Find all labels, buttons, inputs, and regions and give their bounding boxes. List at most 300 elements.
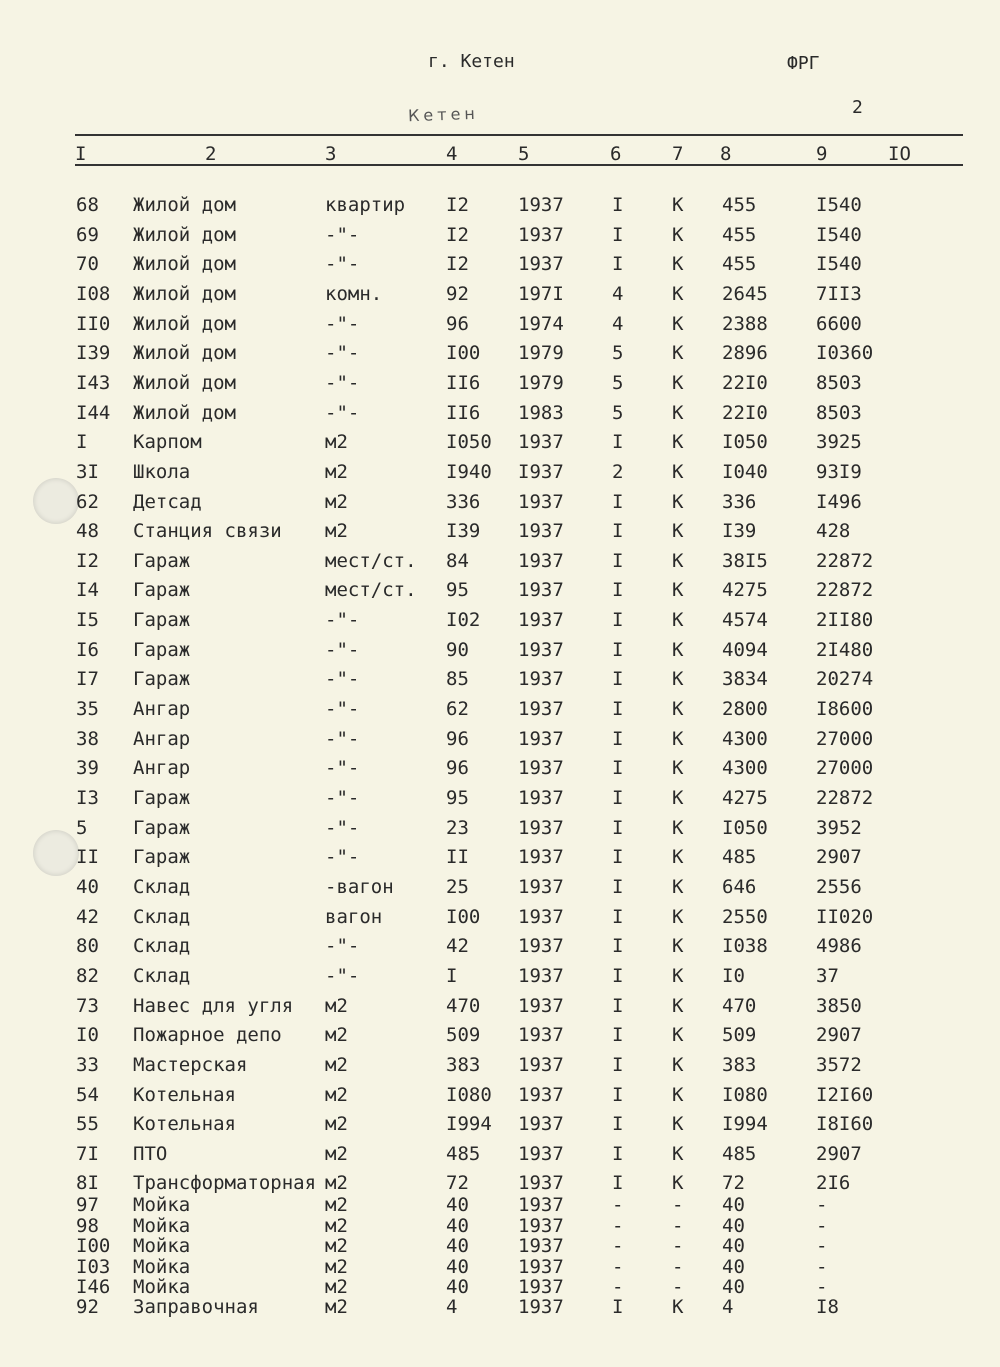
cell-area: 4574	[722, 609, 768, 632]
cell-object-name: Мастерская	[133, 1053, 248, 1076]
cell-area: 4094	[722, 638, 768, 661]
cell-object-name: Навес для угля	[133, 994, 294, 1017]
cell-material: К	[672, 401, 684, 424]
cell-area: 72	[722, 1172, 745, 1195]
cell-quantity: 383	[446, 1053, 481, 1076]
cell-row-number: 92	[76, 1296, 99, 1318]
cell-year: 1937	[518, 1024, 564, 1047]
cell-area: 40	[722, 1194, 745, 1216]
page-number: 2	[852, 97, 863, 118]
column-header-10: IO	[888, 143, 911, 165]
cell-object-name: Гараж	[133, 668, 191, 691]
cell-quantity: I994	[446, 1113, 492, 1136]
table-row	[0, 787, 1000, 809]
table-row	[0, 1172, 1000, 1194]
cell-cost: 3850	[816, 994, 862, 1017]
cell-row-number: I39	[76, 342, 111, 365]
cell-floors: 4	[612, 282, 624, 305]
table-row	[0, 550, 1000, 572]
cell-cost: 3572	[816, 1053, 862, 1076]
cell-unit: м2	[325, 1142, 348, 1165]
cell-area: I39	[722, 520, 757, 543]
cell-unit: -"-	[325, 401, 360, 424]
cell-cost: 20274	[816, 668, 874, 691]
cell-material: К	[672, 1113, 684, 1136]
cell-material: -	[672, 1214, 684, 1237]
cell-row-number: I08	[76, 282, 111, 305]
cell-cost: 37	[816, 964, 839, 987]
cell-row-number: II0	[76, 312, 111, 335]
cell-material: К	[672, 1142, 684, 1165]
cell-unit: м2	[325, 1113, 348, 1136]
cell-material: К	[672, 1053, 684, 1076]
table-row	[0, 372, 1000, 394]
cell-floors: I	[612, 727, 624, 750]
cell-unit: комн.	[325, 282, 383, 305]
table-row	[0, 1024, 1000, 1046]
cell-material: -	[672, 1255, 684, 1278]
cell-unit: м2	[325, 1194, 348, 1216]
table-row	[0, 1084, 1000, 1106]
cell-cost: 8503	[816, 401, 862, 424]
cell-cost: I8	[816, 1296, 839, 1318]
cell-row-number: 42	[76, 905, 99, 928]
cell-object-name: Склад	[133, 964, 191, 987]
cell-material: К	[672, 964, 684, 987]
cell-floors: I	[612, 846, 624, 869]
cell-cost: I540	[816, 223, 862, 246]
cell-floors: I	[612, 1172, 624, 1195]
cell-row-number: I00	[76, 1235, 111, 1257]
cell-year: 1983	[518, 401, 564, 424]
cell-object-name: Гараж	[133, 846, 191, 869]
cell-floors: I	[612, 1113, 624, 1136]
cell-year: 1937	[518, 1053, 564, 1076]
cell-cost: I540	[816, 253, 862, 276]
cell-row-number: 48	[76, 520, 99, 543]
cell-area: I040	[722, 460, 768, 483]
cell-material: К	[672, 727, 684, 750]
column-header-6: 6	[610, 143, 622, 165]
cell-area: 2388	[722, 312, 768, 335]
table-row	[0, 342, 1000, 364]
cell-object-name: Жилой дом	[133, 253, 236, 276]
cell-unit: -"-	[325, 668, 360, 691]
cell-area: I038	[722, 935, 768, 958]
cell-row-number: 3I	[76, 460, 99, 483]
cell-floors: 4	[612, 312, 624, 335]
cell-cost: 27000	[816, 727, 874, 750]
cell-quantity: 509	[446, 1024, 481, 1047]
table-row	[0, 253, 1000, 275]
cell-cost: I0360	[816, 342, 874, 365]
cell-quantity: II6	[446, 401, 481, 424]
cell-quantity: 40	[446, 1276, 469, 1298]
cell-cost: 22872	[816, 549, 874, 572]
cell-area: I050	[722, 816, 768, 839]
cell-quantity: I00	[446, 905, 481, 928]
cell-floors: I	[612, 1296, 624, 1318]
cell-cost: 22872	[816, 579, 874, 602]
cell-material: К	[672, 579, 684, 602]
cell-material: К	[672, 609, 684, 632]
cell-object-name: Жилой дом	[133, 223, 236, 246]
cell-quantity: 40	[446, 1235, 469, 1257]
cell-material: К	[672, 1172, 684, 1195]
cell-quantity: I940	[446, 460, 492, 483]
cell-quantity: 4	[446, 1296, 458, 1318]
cell-quantity: I050	[446, 431, 492, 454]
cell-quantity: 96	[446, 312, 469, 335]
table-row	[0, 313, 1000, 335]
table-row	[0, 1215, 1000, 1237]
cell-year: 1937	[518, 935, 564, 958]
cell-object-name: Склад	[133, 905, 191, 928]
cell-unit: -"-	[325, 698, 360, 721]
table-row	[0, 876, 1000, 898]
cell-floors: I	[612, 698, 624, 721]
cell-unit: м2	[325, 1172, 348, 1195]
table-row	[0, 1143, 1000, 1165]
cell-area: 3834	[722, 668, 768, 691]
cell-area: 2550	[722, 905, 768, 928]
cell-material: К	[672, 520, 684, 543]
cell-material: К	[672, 371, 684, 394]
cell-floors: I	[612, 787, 624, 809]
cell-year: 1937	[518, 757, 564, 780]
cell-material: К	[672, 846, 684, 869]
cell-material: К	[672, 994, 684, 1017]
cell-unit: квартир	[325, 194, 406, 216]
cell-area: 455	[722, 223, 757, 246]
cell-quantity: 92	[446, 282, 469, 305]
table-row	[0, 1113, 1000, 1135]
cell-area: 2800	[722, 698, 768, 721]
cell-cost: 2556	[816, 875, 862, 898]
cell-material: К	[672, 935, 684, 958]
cell-row-number: I46	[76, 1276, 111, 1298]
cell-quantity: 485	[446, 1142, 481, 1165]
cell-floors: 2	[612, 460, 624, 483]
table-row	[0, 609, 1000, 631]
cell-year: 1974	[518, 312, 564, 335]
cell-row-number: I	[76, 431, 88, 454]
cell-area: I050	[722, 431, 768, 454]
cell-object-name: Гараж	[133, 609, 191, 632]
cell-floors: I	[612, 579, 624, 602]
cell-unit: -"-	[325, 787, 360, 809]
cell-row-number: 54	[76, 1083, 99, 1106]
cell-object-name: Жилой дом	[133, 371, 236, 394]
cell-row-number: I43	[76, 371, 111, 394]
cell-year: 1937	[518, 223, 564, 246]
cell-material: К	[672, 194, 684, 216]
cell-material: К	[672, 282, 684, 305]
cell-year: 1979	[518, 342, 564, 365]
cell-floors: I	[612, 431, 624, 454]
column-header-3: 3	[325, 143, 337, 165]
cell-row-number: 40	[76, 875, 99, 898]
cell-cost: I2I60	[816, 1083, 874, 1106]
cell-area: 485	[722, 846, 757, 869]
cell-unit: -"-	[325, 342, 360, 365]
cell-year: I937	[518, 460, 564, 483]
cell-object-name: Гараж	[133, 816, 191, 839]
cell-row-number: 33	[76, 1053, 99, 1076]
cell-cost: I8600	[816, 698, 874, 721]
cell-unit: -"-	[325, 727, 360, 750]
table-row	[0, 194, 1000, 216]
cell-row-number: II	[76, 846, 99, 869]
cell-floors: I	[612, 1083, 624, 1106]
cell-year: 1937	[518, 609, 564, 632]
table-row	[0, 579, 1000, 601]
cell-quantity: I	[446, 964, 458, 987]
cell-year: 1937	[518, 964, 564, 987]
cell-year: 1937	[518, 1083, 564, 1106]
cell-material: К	[672, 549, 684, 572]
cell-row-number: 80	[76, 935, 99, 958]
cell-unit: -"-	[325, 757, 360, 780]
cell-floors: -	[612, 1276, 624, 1298]
table-row	[0, 520, 1000, 542]
cell-floors: I	[612, 253, 624, 276]
cell-row-number: 8I	[76, 1172, 99, 1195]
cell-year: 1937	[518, 698, 564, 721]
cell-cost: -	[816, 1235, 828, 1257]
table-row	[0, 1054, 1000, 1076]
table-row	[0, 431, 1000, 453]
cell-object-name: Мойка	[133, 1235, 191, 1257]
cell-floors: I	[612, 520, 624, 543]
cell-row-number: 35	[76, 698, 99, 721]
cell-quantity: 40	[446, 1194, 469, 1216]
table-row	[0, 668, 1000, 690]
cell-row-number: I3	[76, 787, 99, 809]
cell-floors: 5	[612, 371, 624, 394]
cell-row-number: 70	[76, 253, 99, 276]
cell-cost: 7II3	[816, 282, 862, 305]
cell-year: 1937	[518, 579, 564, 602]
cell-area: 40	[722, 1214, 745, 1237]
cell-row-number: 73	[76, 994, 99, 1017]
cell-cost: 27000	[816, 757, 874, 780]
cell-quantity: 470	[446, 994, 481, 1017]
cell-area: 470	[722, 994, 757, 1017]
cell-object-name: Жилой дом	[133, 194, 236, 216]
cell-object-name: Школа	[133, 460, 191, 483]
cell-floors: 5	[612, 401, 624, 424]
cell-unit: -вагон	[325, 875, 394, 898]
cell-row-number: 98	[76, 1214, 99, 1237]
cell-material: К	[672, 342, 684, 365]
cell-object-name: Мойка	[133, 1194, 191, 1216]
cell-floors: I	[612, 1053, 624, 1076]
table-row	[0, 1296, 1000, 1318]
cell-cost: 2II80	[816, 609, 874, 632]
cell-row-number: 82	[76, 964, 99, 987]
cell-cost: 428	[816, 520, 851, 543]
column-header-1: I	[75, 143, 87, 165]
table-row	[0, 1235, 1000, 1257]
cell-row-number: 38	[76, 727, 99, 750]
cell-unit: м2	[325, 994, 348, 1017]
cell-object-name: Котельная	[133, 1113, 236, 1136]
cell-area: 509	[722, 1024, 757, 1047]
cell-object-name: Гараж	[133, 787, 191, 809]
cell-quantity: 96	[446, 727, 469, 750]
cell-floors: I	[612, 223, 624, 246]
cell-quantity: I080	[446, 1083, 492, 1106]
cell-floors: -	[612, 1235, 624, 1257]
cell-floors: I	[612, 935, 624, 958]
cell-material: К	[672, 787, 684, 809]
cell-row-number: I7	[76, 668, 99, 691]
cell-floors: I	[612, 490, 624, 513]
cell-unit: -"-	[325, 935, 360, 958]
cell-floors: -	[612, 1214, 624, 1237]
cell-quantity: 336	[446, 490, 481, 513]
cell-year: 1937	[518, 1296, 564, 1318]
cell-row-number: I2	[76, 549, 99, 572]
cell-year: 1937	[518, 787, 564, 809]
cell-object-name: Мойка	[133, 1214, 191, 1237]
cell-material: К	[672, 460, 684, 483]
cell-area: 2645	[722, 282, 768, 305]
cell-unit: м2	[325, 1276, 348, 1298]
cell-quantity: 90	[446, 638, 469, 661]
cell-floors: I	[612, 194, 624, 216]
cell-material: -	[672, 1276, 684, 1298]
cell-object-name: Склад	[133, 935, 191, 958]
cell-unit: м2	[325, 490, 348, 513]
cell-area: I0	[722, 964, 745, 987]
cell-area: 455	[722, 194, 757, 216]
cell-year: 1937	[518, 253, 564, 276]
cell-floors: I	[612, 964, 624, 987]
cell-unit: -"-	[325, 371, 360, 394]
cell-floors: I	[612, 638, 624, 661]
cell-cost: -	[816, 1214, 828, 1237]
cell-object-name: Жилой дом	[133, 401, 236, 424]
cell-row-number: I5	[76, 609, 99, 632]
table-row	[0, 461, 1000, 483]
cell-material: К	[672, 638, 684, 661]
cell-unit: -"-	[325, 964, 360, 987]
cell-quantity: I2	[446, 223, 469, 246]
cell-quantity: I39	[446, 520, 481, 543]
cell-area: 22I0	[722, 401, 768, 424]
cell-floors: -	[612, 1255, 624, 1278]
cell-cost: I496	[816, 490, 862, 513]
cell-object-name: Заправочная	[133, 1296, 259, 1318]
cell-area: I080	[722, 1083, 768, 1106]
cell-floors: I	[612, 905, 624, 928]
cell-cost: 8503	[816, 371, 862, 394]
table-row	[0, 757, 1000, 779]
cell-object-name: Карпом	[133, 431, 202, 454]
table-row	[0, 846, 1000, 868]
cell-floors: -	[612, 1194, 624, 1216]
cell-cost: 3952	[816, 816, 862, 839]
cell-object-name: Жилой дом	[133, 342, 236, 365]
cell-row-number: 69	[76, 223, 99, 246]
table-row	[0, 402, 1000, 424]
cell-unit: -"-	[325, 312, 360, 335]
cell-year: 1937	[518, 194, 564, 216]
cell-unit: м2	[325, 1053, 348, 1076]
country-label: ФРГ	[787, 53, 820, 74]
cell-row-number: I0	[76, 1024, 99, 1047]
city-title: г. Кетен	[428, 51, 515, 72]
cell-unit: -"-	[325, 638, 360, 661]
cell-row-number: 68	[76, 194, 99, 216]
cell-year: 1937	[518, 994, 564, 1017]
table-row	[0, 995, 1000, 1017]
cell-material: К	[672, 312, 684, 335]
cell-year: 1937	[518, 1235, 564, 1257]
cell-cost: 3925	[816, 431, 862, 454]
cell-cost: 2907	[816, 1024, 862, 1047]
cell-year: 1937	[518, 520, 564, 543]
cell-material: К	[672, 668, 684, 691]
cell-quantity: II6	[446, 371, 481, 394]
cell-floors: I	[612, 875, 624, 898]
cell-year: 1937	[518, 1276, 564, 1298]
cell-year: 1937	[518, 816, 564, 839]
cell-quantity: 25	[446, 875, 469, 898]
cell-area: 485	[722, 1142, 757, 1165]
cell-year: 1937	[518, 875, 564, 898]
cell-row-number: 7I	[76, 1142, 99, 1165]
cell-material: К	[672, 1296, 684, 1318]
table-row	[0, 491, 1000, 513]
cell-quantity: 40	[446, 1255, 469, 1278]
cell-unit: м2	[325, 460, 348, 483]
cell-area: 40	[722, 1276, 745, 1298]
cell-cost: II020	[816, 905, 874, 928]
cell-year: 1979	[518, 371, 564, 394]
cell-year: 1937	[518, 846, 564, 869]
cell-floors: I	[612, 994, 624, 1017]
cell-object-name: Трансформаторная	[133, 1172, 317, 1195]
cell-quantity: 23	[446, 816, 469, 839]
table-row	[0, 639, 1000, 661]
cell-quantity: II	[446, 846, 469, 869]
cell-quantity: I02	[446, 609, 481, 632]
cell-object-name: Котельная	[133, 1083, 236, 1106]
cell-cost: -	[816, 1276, 828, 1298]
cell-cost: I540	[816, 194, 862, 216]
table-row	[0, 224, 1000, 246]
cell-object-name: Ангар	[133, 727, 191, 750]
cell-unit: м2	[325, 1255, 348, 1278]
table-row	[0, 728, 1000, 750]
column-header-2: 2	[205, 143, 217, 165]
cell-row-number: 5	[76, 816, 88, 839]
table-row	[0, 817, 1000, 839]
cell-unit: -"-	[325, 816, 360, 839]
cell-cost: -	[816, 1255, 828, 1278]
cell-object-name: Гараж	[133, 579, 191, 602]
cell-object-name: ПТО	[133, 1142, 168, 1165]
cell-object-name: Гараж	[133, 549, 191, 572]
cell-object-name: Пожарное депо	[133, 1024, 282, 1047]
table-row	[0, 965, 1000, 987]
cell-cost: 93I9	[816, 460, 862, 483]
cell-unit: -"-	[325, 253, 360, 276]
table-row	[0, 1256, 1000, 1278]
